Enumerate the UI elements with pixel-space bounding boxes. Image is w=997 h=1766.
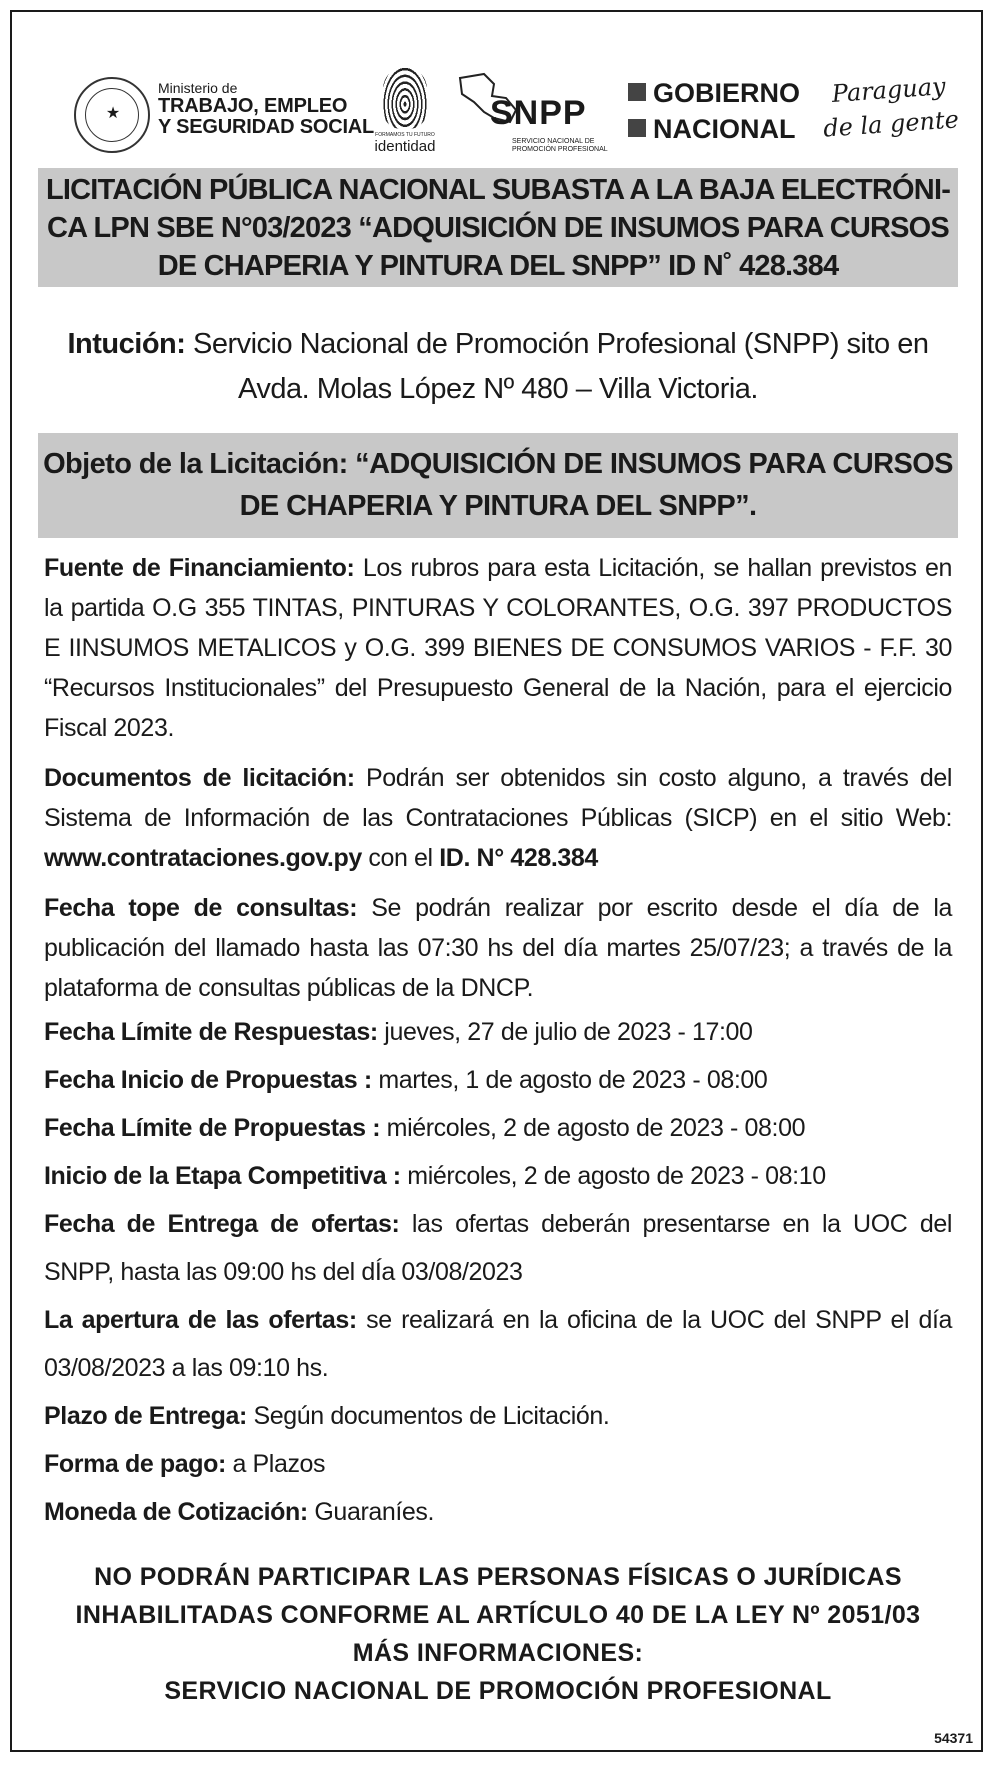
- ministry-line-2: Y SEGURIDAD SOCIAL: [158, 115, 375, 138]
- competitive-stage-label: Inicio de la Etapa Competitiva :: [44, 1162, 401, 1190]
- financing-text: Los rubros para esta Licitación, se hallan previstos en la partida O.G 355 TINTAS, PINTURAS Y COLORANTES, O.G. 397 PRODUCTOS E IINSUMOS METALICOS y O.G. 399 BIENES DE CONSUMOS VARIOS - F.F. 30 “Recursos Institucionales” del Presupuesto General de la Nación, para el ejercicio Fiscal 2023.: [44, 554, 953, 742]
- documents-label: Documentos de licitación:: [44, 764, 355, 792]
- currency-label: Moneda de Cotización:: [44, 1498, 308, 1526]
- star-icon: ★: [105, 105, 121, 122]
- fingerprint-icon: [383, 67, 427, 129]
- opening-label: La apertura de las ofertas:: [44, 1306, 357, 1334]
- slogan-line-2: de la gente: [822, 105, 960, 143]
- tender-object: Objeto de la Licitación: “ADQUISICIÓN DE INSUMOS PARA CURSOS DE CHAPERIA Y PINTURA DEL SNPP”.: [38, 433, 958, 538]
- documents-text: Podrán ser obtenidos sin costo alguno, a través del Sistema de Información de las Contrataciones Públicas (SICP) en el sitio Web:: [44, 764, 952, 832]
- competitive-stage-line: [44, 1152, 952, 1200]
- currency-text: Guaraníes.: [307, 1498, 435, 1526]
- offer-delivery-label: Fecha de Entrega de ofertas:: [44, 1210, 400, 1238]
- proposals-deadline-text: miércoles, 2 de agosto de 2023 - 08:00: [380, 1114, 806, 1142]
- gobierno-nacional-logo: [628, 75, 800, 147]
- documents-id: ID. N° 428.384: [439, 844, 598, 872]
- proposals-start-label: Fecha Inicio de Propuestas :: [44, 1066, 372, 1094]
- financing-paragraph: [44, 548, 952, 748]
- documents-paragraph: [44, 758, 952, 878]
- institution-label: Intución:: [67, 328, 186, 360]
- consultations-label: Fecha tope de consultas:: [44, 894, 358, 922]
- identidad-tagline: FORMAMOS TU FUTURO: [375, 132, 435, 138]
- documents-mid-text: con el: [361, 844, 440, 872]
- republic-seal-logo: [74, 77, 150, 153]
- tender-details: [44, 548, 952, 1536]
- responses-deadline-line: [44, 1008, 952, 1056]
- ministry-small-text: Ministerio de: [158, 80, 238, 96]
- proposals-deadline-label: Fecha Límite de Propuestas :: [44, 1114, 381, 1142]
- currency-line: [44, 1488, 952, 1536]
- proposals-deadline-line: [44, 1104, 952, 1152]
- ministry-logo: [158, 81, 374, 138]
- financing-label: Fuente de Financiamiento:: [44, 554, 355, 582]
- payment-line: [44, 1440, 952, 1488]
- seal-inner-ring: [85, 88, 139, 142]
- delivery-term-text: Según documentos de Licitación.: [246, 1402, 610, 1430]
- logo-bar: [62, 57, 962, 167]
- closing-line-4: SERVICIO NACIONAL DE PROMOCIÓN PROFESIONAL: [164, 1677, 832, 1705]
- snpp-subtitle: SERVICIO NACIONAL DE PROMOCIÓN PROFESIONAL: [512, 138, 608, 153]
- delivery-term-label: Plazo de Entrega:: [44, 1402, 247, 1430]
- proposals-start-line: [44, 1056, 952, 1104]
- gobierno-line-1: GOBIERNO: [653, 78, 801, 108]
- opening-paragraph: [44, 1296, 952, 1392]
- square-icon: [628, 83, 646, 101]
- closing-line-2: INHABILITADAS CONFORME AL ARTÍCULO 40 DE LA LEY Nº 2051/03: [75, 1601, 921, 1629]
- tender-title: LICITACIÓN PÚBLICA NACIONAL SUBASTA A LA BAJA ELECTRÓNI-CA LPN SBE N°03/2023 “ADQUISICIÓN DE INSUMOS PARA CURSOS DE CHAPERIA Y PINTURA DEL SNPP” ID N˚ 428.384: [38, 168, 958, 287]
- delivery-term-line: [44, 1392, 952, 1440]
- institution-text: Servicio Nacional de Promoción Profesional (SNPP) sito en Avda. Molas López Nº 480 – Villa Victoria.: [185, 328, 929, 405]
- square-icon: [628, 119, 646, 137]
- ministry-line-1: TRABAJO, EMPLEO: [158, 94, 348, 117]
- offer-delivery-text: las ofertas deberán presentarse en la UOC del SNPP, hasta las 09:00 hs del dÍa 03/08/2023: [44, 1210, 952, 1286]
- gobierno-line-2: NACIONAL: [653, 114, 796, 144]
- ad-number: 54371: [934, 1730, 973, 1746]
- slogan-line-1: Paraguay: [830, 72, 947, 108]
- snpp-name: SNPP: [490, 94, 587, 132]
- payment-label: Forma de pago:: [44, 1450, 226, 1478]
- identidad-logo: [372, 67, 438, 155]
- opening-text: se realizará en la oficina de la UOC del SNPP el día 03/08/2023 a las 09:10 hs.: [44, 1306, 953, 1382]
- responses-label: Fecha Límite de Respuestas:: [44, 1018, 378, 1046]
- closing-line-1: NO PODRÁN PARTICIPAR LAS PERSONAS FÍSICAS O JURÍDICAS: [94, 1563, 902, 1591]
- offer-delivery-paragraph: [44, 1200, 952, 1296]
- closing-line-3: MÁS INFORMACIONES:: [352, 1639, 644, 1667]
- proposals-start-text: martes, 1 de agosto de 2023 - 08:00: [371, 1066, 768, 1094]
- payment-text: a Plazos: [225, 1450, 326, 1478]
- institution-paragraph: [38, 322, 958, 412]
- paraguay-de-la-gente-logo: [820, 68, 960, 145]
- snpp-logo: [454, 72, 624, 156]
- website-link[interactable]: www.contrataciones.gov.py: [44, 844, 362, 872]
- consultations-paragraph: [44, 888, 952, 1008]
- responses-text: jueves, 27 de julio de 2023 - 17:00: [377, 1018, 753, 1046]
- identidad-word: identidad: [374, 138, 436, 155]
- competitive-stage-text: miércoles, 2 de agosto de 2023 - 08:10: [400, 1162, 826, 1190]
- consultations-text: Se podrán realizar por escrito desde el día de la publicación del llamado hasta las 07:30 hs del día martes 25/07/23; a través de la plataforma de consultas públicas de la DNCP.: [44, 894, 952, 1002]
- closing-notice: [38, 1558, 958, 1710]
